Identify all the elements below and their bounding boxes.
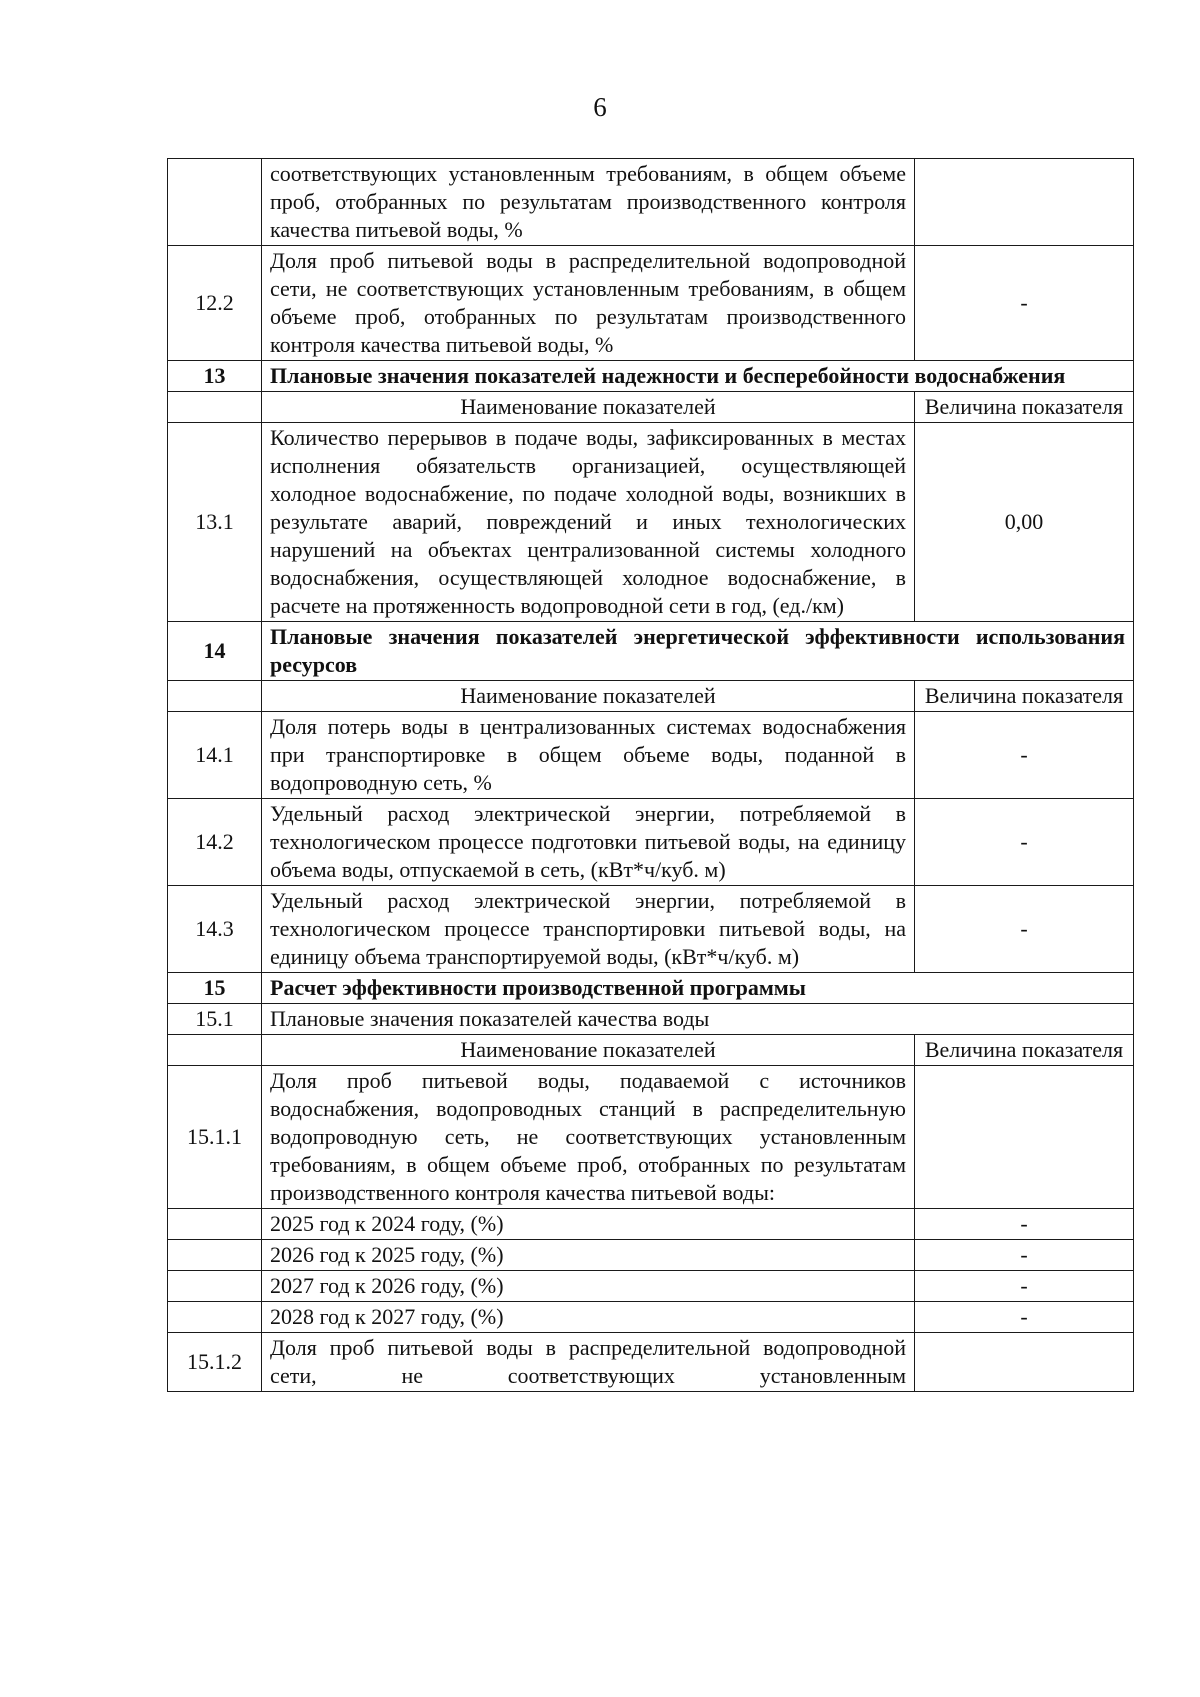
indicator-value: - [915,1240,1134,1271]
section-title: Плановые значения показателей энергетической эффективности использования ресурсов [262,622,1134,681]
subsection-row [168,1004,1134,1035]
indicator-name: Удельный расход электрической энергии, потребляемой в технологическом процессе подготовки питьевой воды, на единицу объема воды, отпускаемой в сеть, (кВт*ч/куб. м) [262,799,915,886]
indicator-value: - [915,1302,1134,1333]
indicator-value [915,159,1134,246]
section-row [168,622,1134,681]
row-number [168,1271,262,1302]
indicator-value [915,1066,1134,1209]
indicator-value [915,1333,1134,1392]
indicator-value: - [915,1271,1134,1302]
row-number: 15.1 [168,1004,262,1035]
header-indicator-value: Величина показателя [915,392,1134,423]
indicator-value: 0,00 [915,423,1134,622]
indicator-name: 2027 год к 2026 году, (%) [262,1271,915,1302]
row-number [168,1240,262,1271]
year-row [168,1271,1134,1302]
header-indicator-name: Наименование показателей [262,681,915,712]
indicator-name: Доля проб питьевой воды, подаваемой с источников водоснабжения, водопроводных станций в распределительную водопроводную сеть, не соответствующих установленным требованиям, в общем объеме проб, отобранных по результатам производственного контроля качества питьевой воды: [262,1066,915,1209]
table-row [168,1333,1134,1392]
indicators-table [167,158,1134,1392]
header-indicator-name: Наименование показателей [262,392,915,423]
table-row [168,159,1134,246]
header-indicator-value: Величина показателя [915,1035,1134,1066]
indicator-name: соответствующих установленным требованиям, в общем объеме проб, отобранных по результатам производственного контроля качества питьевой воды, % [262,159,915,246]
row-number: 13.1 [168,423,262,622]
table-row [168,799,1134,886]
year-row [168,1302,1134,1333]
indicator-value: - [915,799,1134,886]
row-number: 14.1 [168,712,262,799]
indicator-name: 2026 год к 2025 году, (%) [262,1240,915,1271]
header-number-cell [168,1035,262,1066]
table-header-row [168,1035,1134,1066]
indicator-name: Доля проб питьевой воды в распределительной водопроводной сети, не соответствующих установленным [262,1333,915,1392]
header-indicator-name: Наименование показателей [262,1035,915,1066]
section-title: Расчет эффективности производственной программы [262,973,1134,1004]
table-row [168,712,1134,799]
table-header-row [168,681,1134,712]
section-number: 14 [168,622,262,681]
row-number [168,159,262,246]
indicator-name: Доля потерь воды в централизованных системах водоснабжения при транспортировке в общем объеме воды, поданной в водопроводную сеть, % [262,712,915,799]
year-row [168,1240,1134,1271]
row-number: 12.2 [168,246,262,361]
indicator-value: - [915,1209,1134,1240]
table-row [168,886,1134,973]
indicators-table-body [168,159,1134,1392]
header-number-cell [168,392,262,423]
indicator-name: 2028 год к 2027 году, (%) [262,1302,915,1333]
section-row [168,973,1134,1004]
table-header-row [168,392,1134,423]
row-number: 15.1.1 [168,1066,262,1209]
subsection-title: Плановые значения показателей качества воды [262,1004,1134,1035]
table-row [168,246,1134,361]
indicator-value: - [915,246,1134,361]
row-number [168,1209,262,1240]
indicator-value: - [915,886,1134,973]
row-number [168,1302,262,1333]
row-number: 14.2 [168,799,262,886]
indicator-value: - [915,712,1134,799]
row-number: 14.3 [168,886,262,973]
indicator-name: Доля проб питьевой воды в распределительной водопроводной сети, не соответствующих установленным требованиям, в общем объеме проб, отобранных по результатам производственного контроля качества питьевой воды, % [262,246,915,361]
table-row [168,1066,1134,1209]
indicator-name: 2025 год к 2024 году, (%) [262,1209,915,1240]
section-row [168,361,1134,392]
indicator-name: Удельный расход электрической энергии, потребляемой в технологическом процессе транспортировки питьевой воды, на единицу объема транспортируемой воды, (кВт*ч/куб. м) [262,886,915,973]
section-number: 13 [168,361,262,392]
section-title: Плановые значения показателей надежности и бесперебойности водоснабжения [262,361,1134,392]
table-row [168,423,1134,622]
year-row [168,1209,1134,1240]
section-number: 15 [168,973,262,1004]
header-number-cell [168,681,262,712]
row-number: 15.1.2 [168,1333,262,1392]
header-indicator-value: Величина показателя [915,681,1134,712]
page-number: 6 [593,92,607,122]
indicator-name: Количество перерывов в подаче воды, зафиксированных в местах исполнения обязательств организацией, осуществляющей холодное водоснабжение, по подаче холодной воды, возникших в результате аварий, повреждений и иных технологических нарушений на объектах централизованной системы холодного водоснабжения, осуществляющей холодное водоснабжение, в расчете на протяженность водопроводной сети в год, (ед./км) [262,423,915,622]
